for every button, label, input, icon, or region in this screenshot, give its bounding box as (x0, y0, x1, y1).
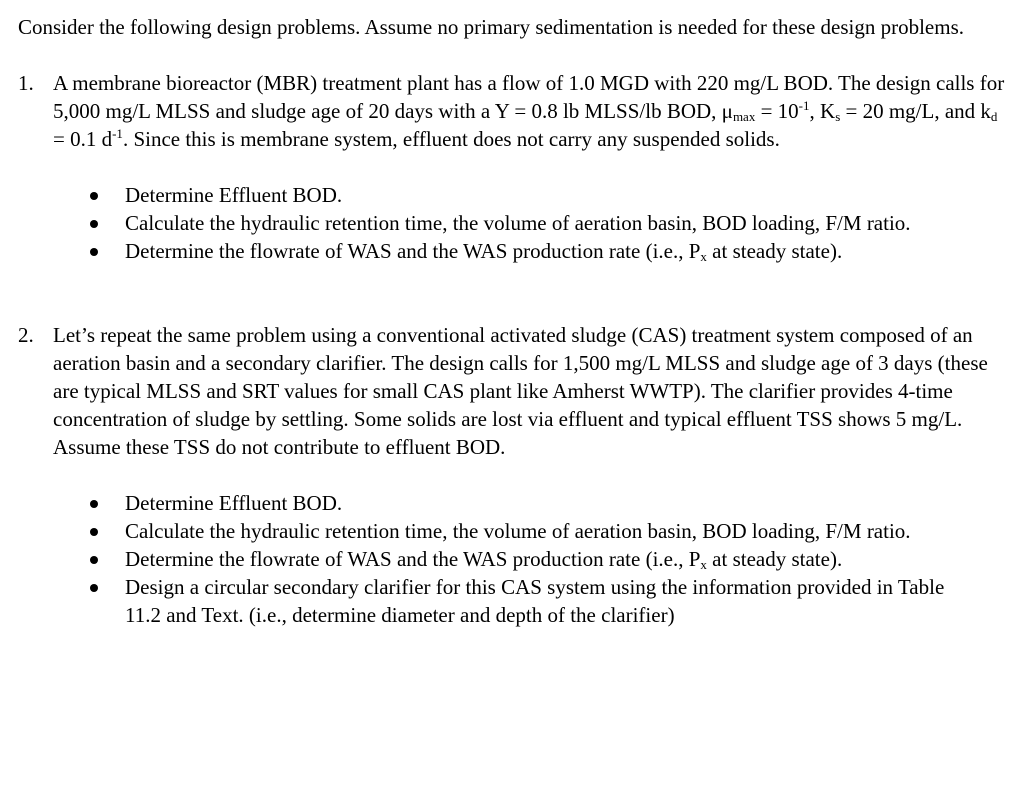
problem-1-text-c: , K (809, 99, 836, 123)
list-item: Design a circular secondary clarifier for this CAS system using the information provided in Table 11.2 and Text. (i.e., determine diameter and depth of the clarifier) (18, 573, 985, 629)
problem-2-statement: Let’s repeat the same problem using a conventional activated sludge (CAS) treatment system composed of an aeration basin and a secondary clarifier. The design calls for 1,500 mg/L MLSS and sludge age of 3 days (these are typical MLSS and SRT values for small CAS plant like Amherst WWTP). The clarifier provides 4-time concentration of sludge by settling. Some solids are lost via effluent and typical effluent TSS shows 5 mg/L. Assume these TSS do not contribute to effluent BOD. (53, 323, 988, 459)
section-spacer (18, 265, 1008, 321)
document-body (18, 13, 1008, 629)
problem-1-number: 1. (18, 71, 34, 95)
problem-1-text-e: = 0.1 d (53, 127, 113, 151)
ks-subscript: s (835, 109, 841, 124)
problem-1-text-d: = 20 mg/L, and k (840, 99, 991, 123)
exponent-neg1-b: -1 (112, 126, 123, 141)
problem-1-bullets (18, 181, 1008, 265)
problem-2-number: 2. (18, 323, 34, 347)
problem-2 (18, 321, 1008, 461)
problem-1-text-f: . Since this is membrane system, effluent does not carry any suspended solids. (122, 127, 780, 151)
list-item: Calculate the hydraulic retention time, the volume of aeration basin, BOD loading, F/M ratio. (18, 209, 985, 237)
list-item: Determine Effluent BOD. (18, 181, 985, 209)
mu-max-subscript: max (732, 109, 756, 124)
px-subscript: x (700, 557, 707, 572)
list-item (18, 545, 985, 573)
exponent-neg1-a: -1 (798, 98, 810, 113)
mu-symbol: μ (721, 99, 733, 123)
list-item: Calculate the hydraulic retention time, the volume of aeration basin, BOD loading, F/M ratio. (18, 517, 985, 545)
list-item: Determine Effluent BOD. (18, 489, 985, 517)
bullet-text: Determine the flowrate of WAS and the WAS production rate (i.e., P (125, 547, 701, 571)
problem-1-statement (53, 69, 1008, 153)
bullet-text: Determine the flowrate of WAS and the WAS production rate (i.e., P (125, 239, 701, 263)
bullet-text: at steady state). (706, 547, 843, 571)
kd-subscript: d (990, 109, 998, 124)
problem-1-text-a: A membrane bioreactor (MBR) treatment plant has a flow of 1.0 MGD with 220 mg/L BOD. The design calls for 5,000 mg/L MLSS and sludge age of 20 days with a Y = 0.8 lb MLSS/lb BOD, (53, 71, 1005, 123)
list-item (18, 237, 985, 265)
problem-1-text-b: = 10 (755, 99, 799, 123)
problem-2-bullets (18, 489, 1008, 629)
problem-1 (18, 69, 1008, 153)
px-subscript: x (700, 249, 707, 264)
bullet-text: at steady state). (706, 239, 843, 263)
intro-paragraph: Consider the following design problems. Assume no primary sedimentation is needed for these design problems. (18, 15, 965, 39)
